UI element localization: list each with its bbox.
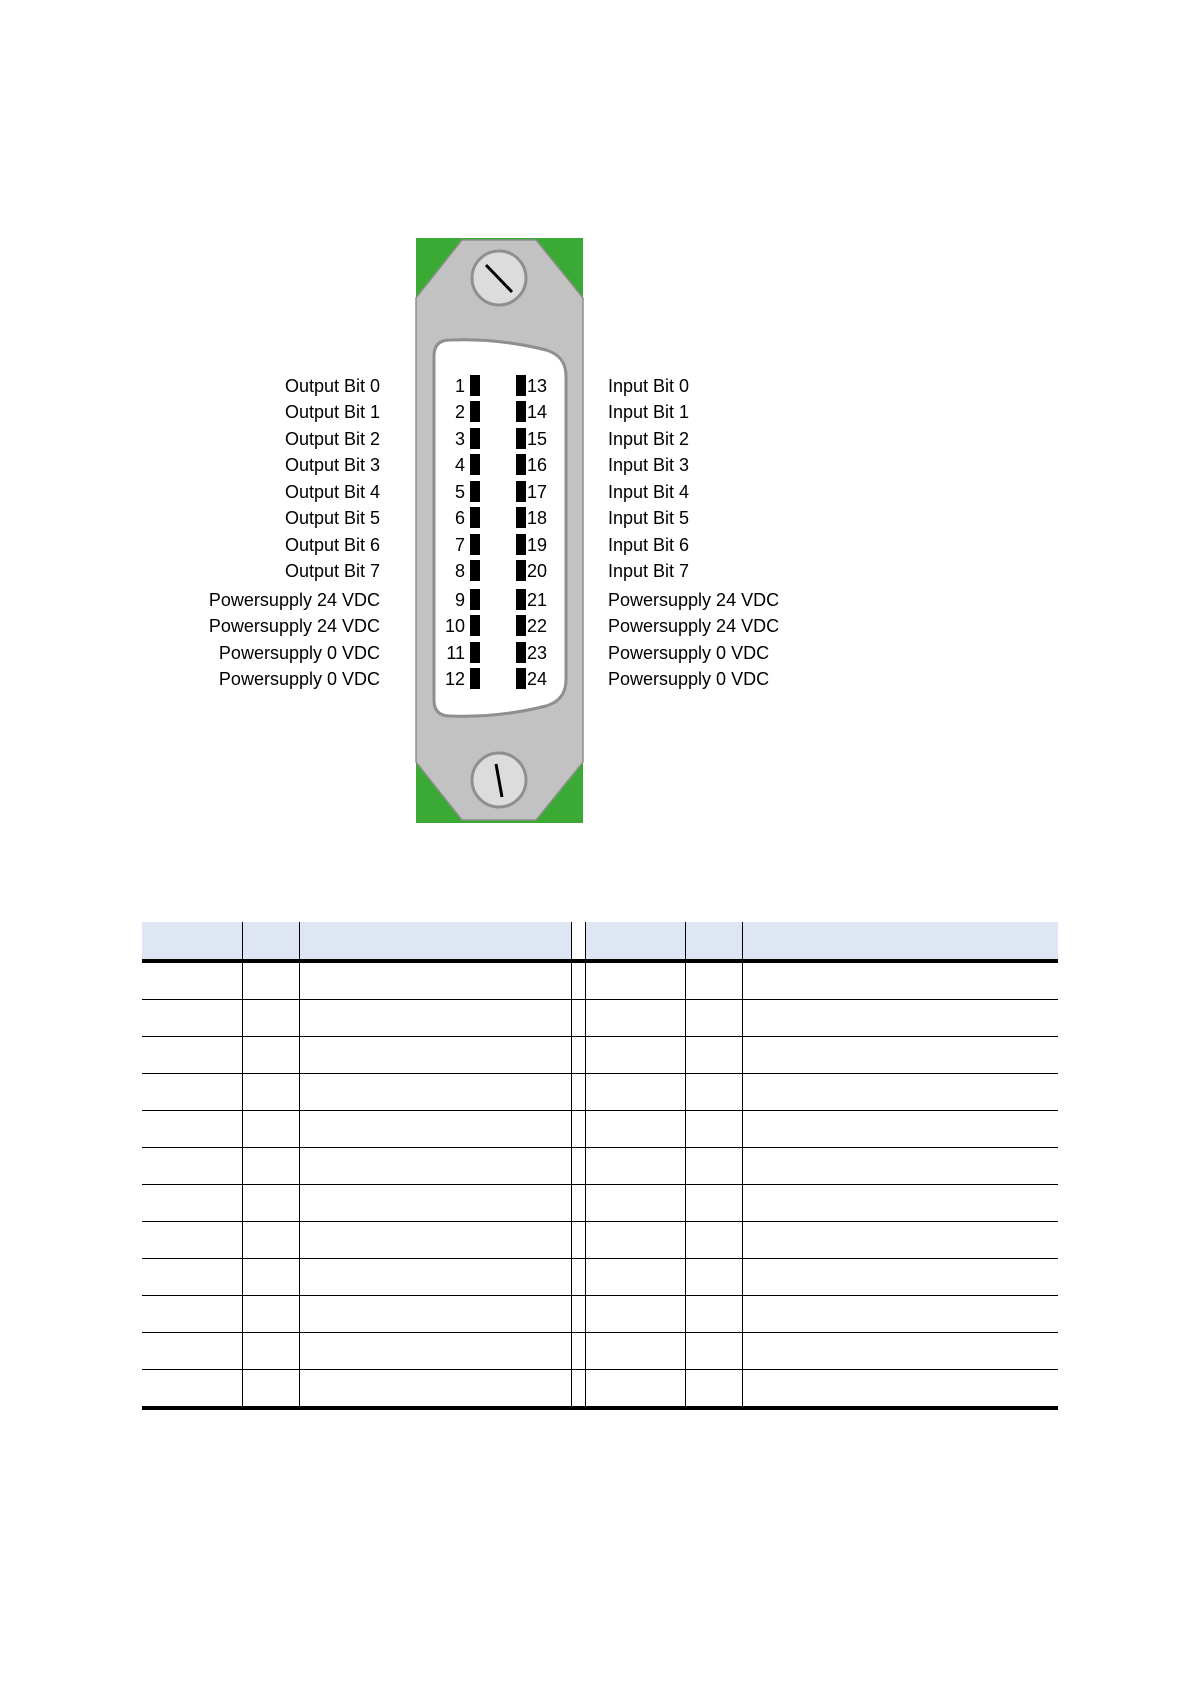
table-cell [571,1296,585,1333]
pin-label: Input Bit 2 [608,429,690,449]
pin-number: 5 [454,482,465,502]
table-cell [571,1148,585,1185]
pin-number: 20 [527,561,548,581]
table-cell [571,1111,585,1148]
table-cell [585,1222,685,1259]
table-cell [742,1370,1058,1409]
pin-number: 10 [444,616,465,636]
pin-contact [516,375,526,396]
table-row [142,1333,1058,1370]
pin-contact [470,668,480,689]
table-cell [685,1111,742,1148]
table-cell [742,1222,1058,1259]
table-header-cell [742,922,1058,961]
pin-label: Input Bit 4 [608,482,690,502]
table-cell [685,1222,742,1259]
pin-label: Powersupply 0 VDC [218,643,380,663]
pin-number: 2 [454,402,465,422]
pin-label: Output Bit 5 [284,508,380,528]
table-cell [242,1074,299,1111]
table-cell [585,1296,685,1333]
pin-number: 18 [527,508,548,528]
table-cell [742,1074,1058,1111]
table-cell [142,1185,242,1222]
table-cell [299,1222,571,1259]
table-row [142,1296,1058,1333]
pin-label: Output Bit 1 [284,402,380,422]
table-header-cell [685,922,742,961]
pin-label: Powersupply 24 VDC [608,590,780,610]
pin-number: 22 [527,616,548,636]
table-cell [299,1000,571,1037]
table-cell [742,1111,1058,1148]
pin-label: Powersupply 0 VDC [218,669,380,689]
table-cell [585,1037,685,1074]
pin-label: Output Bit 4 [284,482,380,502]
pin-contact [516,401,526,422]
table-row [142,961,1058,1000]
table-cell [299,961,571,1000]
table-cell [685,1185,742,1222]
table-cell [742,1148,1058,1185]
table-cell [142,1333,242,1370]
table-cell [142,1259,242,1296]
table-cell [242,1000,299,1037]
pin-contact [470,560,480,581]
pin-contact [470,481,480,502]
table-cell [242,1037,299,1074]
table-row [142,1148,1058,1185]
top-screw-icon [472,251,526,305]
table-cell [142,1222,242,1259]
table-row [142,1222,1058,1259]
table-cell [571,1222,585,1259]
pin-number: 24 [527,669,548,689]
pin-number: 9 [454,590,465,610]
pin-number: 3 [454,429,465,449]
table-cell [142,1037,242,1074]
pin-contact [470,589,480,610]
table-cell [242,1333,299,1370]
table-header-cell [242,922,299,961]
table-cell [299,1185,571,1222]
pin-label: Powersupply 24 VDC [208,616,380,636]
pin-label: Output Bit 3 [284,455,380,475]
table-cell [299,1037,571,1074]
table-cell [142,1148,242,1185]
pin-label: Output Bit 7 [284,561,380,581]
table-cell [585,1148,685,1185]
pin-contact [470,454,480,475]
table-cell [299,1296,571,1333]
pin-contact [516,454,526,475]
table-cell [242,1370,299,1409]
table-cell [242,1222,299,1259]
table-cell [142,1296,242,1333]
pin-number: 4 [454,455,465,475]
table-cell [685,961,742,1000]
table-cell [585,961,685,1000]
table-row [142,1074,1058,1111]
table-cell [242,1296,299,1333]
table-row [142,1037,1058,1074]
table-cell [571,1333,585,1370]
table-header-cell [585,922,685,961]
pin-label: Output Bit 0 [284,376,380,396]
pin-contact [470,507,480,528]
pin-number: 17 [527,482,548,502]
pin-label: Powersupply 24 VDC [608,616,780,636]
table-cell [742,1000,1058,1037]
pin-number: 16 [527,455,548,475]
table-cell [142,1370,242,1409]
table-cell [585,1111,685,1148]
table-cell [742,1296,1058,1333]
pin-label: Input Bit 6 [608,535,690,555]
table-header-cell [571,922,585,961]
pin-contact [516,668,526,689]
table-cell [585,1000,685,1037]
table-cell [299,1370,571,1409]
pin-number: 15 [527,429,548,449]
table-cell [299,1074,571,1111]
pin-number: 23 [527,643,548,663]
table-cell [571,1000,585,1037]
table-cell [571,1259,585,1296]
pin-number: 21 [527,590,548,610]
table-cell [585,1185,685,1222]
pin-contact [516,428,526,449]
table-cell [742,1185,1058,1222]
table-cell [242,1185,299,1222]
pin-number: 8 [454,561,465,581]
pin-contact [516,507,526,528]
table-cell [685,1370,742,1409]
pin-number: 11 [446,643,465,663]
table-cell [299,1333,571,1370]
table-cell [571,1370,585,1409]
table-cell [242,961,299,1000]
table-cell [742,1333,1058,1370]
table-row [142,1259,1058,1296]
table-row [142,1370,1058,1409]
pin-contact [470,401,480,422]
table-cell [142,1111,242,1148]
table-cell [685,1296,742,1333]
pin-label: Powersupply 0 VDC [608,669,770,689]
table-cell [685,1333,742,1370]
pin-number: 12 [444,669,465,689]
table-header-cell [299,922,571,961]
table-cell [571,1074,585,1111]
table-cell [142,1074,242,1111]
pin-label: Input Bit 0 [608,376,690,396]
pin-contact [470,534,480,555]
pin-label: Input Bit 7 [608,561,690,581]
table-row [142,1185,1058,1222]
pin-number: 7 [454,535,465,555]
table-cell [242,1111,299,1148]
pin-contact [470,375,480,396]
table-cell [585,1074,685,1111]
pin-number: 6 [454,508,465,528]
pin-number: 1 [454,376,465,396]
table-cell [742,1259,1058,1296]
table-cell [142,1000,242,1037]
table-cell [585,1370,685,1409]
pin-label: Input Bit 1 [608,402,690,422]
table-cell [299,1111,571,1148]
table-cell [742,961,1058,1000]
pin-contact [470,428,480,449]
pin-assignment-table [142,922,1058,1410]
table-cell [685,1148,742,1185]
pin-contact [516,615,526,636]
table-cell [571,1185,585,1222]
table-cell [571,1037,585,1074]
table-cell [742,1037,1058,1074]
pin-number: 13 [527,376,548,396]
pin-label: Input Bit 3 [608,455,690,475]
pin-contact [470,642,480,663]
table-cell [242,1259,299,1296]
bottom-screw-icon [472,753,526,807]
table-cell [685,1037,742,1074]
table-header-row [142,922,1058,961]
table-cell [685,1000,742,1037]
pin-contact [516,534,526,555]
pin-label: Output Bit 2 [284,429,380,449]
table-header-cell [142,922,242,961]
table-row [142,1111,1058,1148]
pin-label: Powersupply 0 VDC [608,643,770,663]
table-row [142,1000,1058,1037]
pin-contact [470,615,480,636]
table-cell [142,961,242,1000]
table-cell [242,1148,299,1185]
pin-label: Input Bit 5 [608,508,690,528]
table-cell [585,1259,685,1296]
pin-contact [516,589,526,610]
pin-contact [516,560,526,581]
pin-number: 19 [527,535,548,555]
table-cell [685,1259,742,1296]
table-cell [299,1259,571,1296]
table-body [142,961,1058,1408]
table-cell [299,1148,571,1185]
pin-label: Powersupply 24 VDC [208,590,380,610]
pin-label: Output Bit 6 [284,535,380,555]
table-cell [685,1074,742,1111]
table-cell [585,1333,685,1370]
pin-number: 14 [527,402,548,422]
pin-contact [516,481,526,502]
pin-contact [516,642,526,663]
table-cell [571,961,585,1000]
